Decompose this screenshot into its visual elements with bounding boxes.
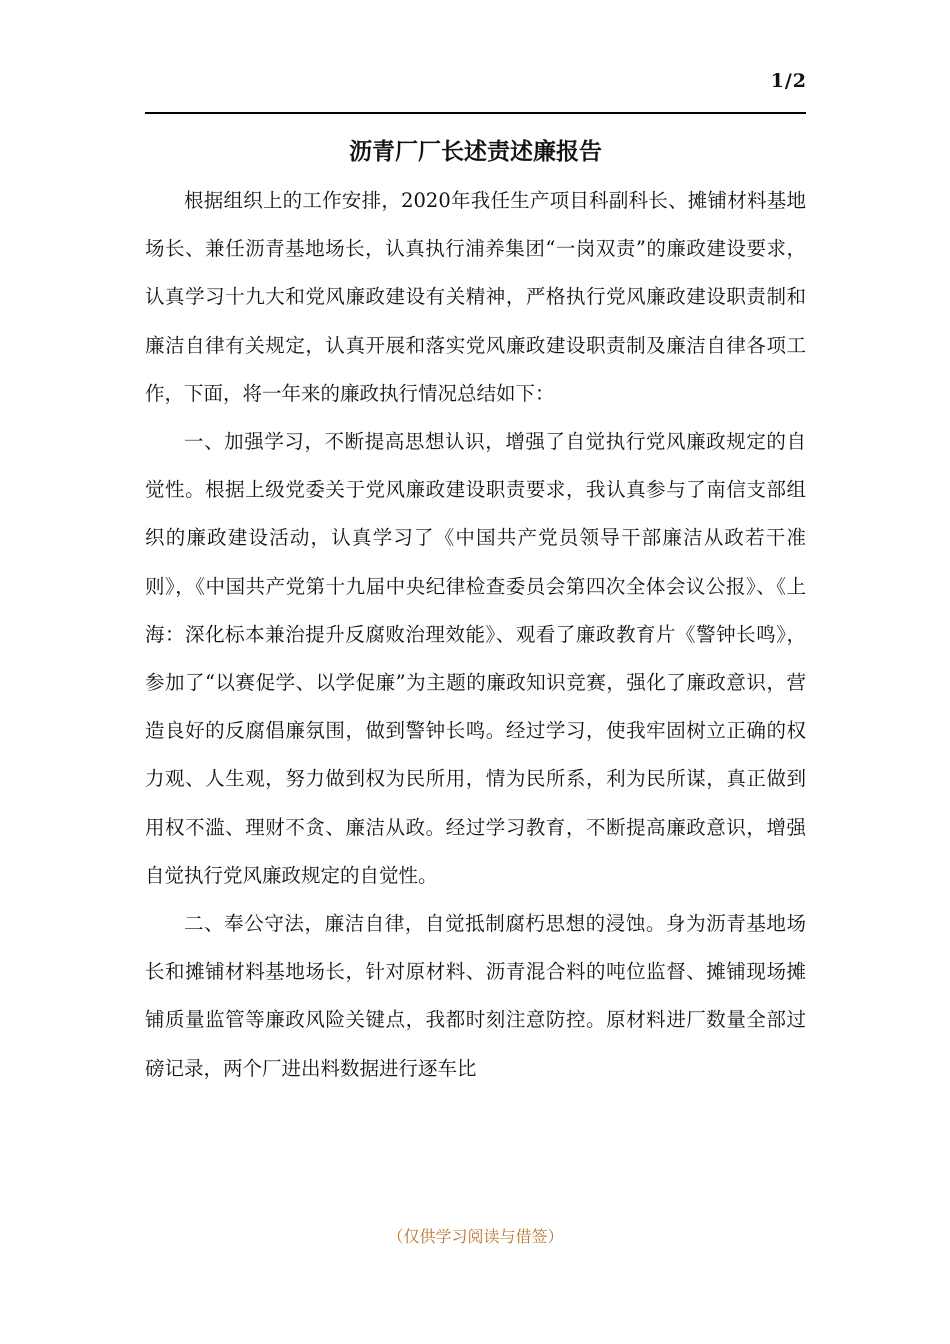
page-number: 1/2 xyxy=(770,70,807,92)
paragraph-section-two: 二、奉公守法，廉洁自律，自觉抵制腐朽思想的浸蚀。身为沥青基地场长和摊铺材料基地场长，针对原材料、沥青混合料的吨位监督、摊铺现场摊铺质量监管等廉政风险关键点，我都时刻注意防控。原材料进厂数量全部过磅记录，两个厂进出料数据进行逐车比 xyxy=(145,912,806,1080)
paragraph-intro: 根据组织上的工作安排，2020年我任生产项目科副科长、摊铺材料基地场长、兼任沥青基地场长，认真执行浦养集团“一岗双责”的廉政建设要求，认真学习十九大和党风廉政建设有关精神，严格执行党风廉政建设职责制和廉洁自律有关规定，认真开展和落实党风廉政建设职责制及廉洁自律各项工作，下面，将一年来的廉政执行情况总结如下： xyxy=(145,189,806,405)
paragraph-section-one: 一、加强学习，不断提高思想认识，增强了自觉执行党风廉政规定的自觉性。根据上级党委关于党风廉政建设职责要求，我认真参与了南信支部组织的廉政建设活动，认真学习了《中国共产党员领导干部廉洁从政若干准则》，《中国共产党第十九届中央纪律检查委员会第四次全体会议公报》、《上海：深化标本兼治提升反腐败治理效能》、观看了廉政教育片《警钟长鸣》，参加了“以赛促学、以学促廉”为主题的廉政知识竞赛，强化了廉政意识，营造良好的反腐倡廉氛围，做到警钟长鸣。经过学习，使我牢固树立正确的权力观、人生观，努力做到权为民所用，情为民所系，利为民所谋，真正做到用权不滥、理财不贪、廉洁从政。经过学习教育，不断提高廉政意识，增强自觉执行党风廉政规定的自觉性。 xyxy=(145,430,806,887)
header-divider xyxy=(145,112,806,114)
document-body xyxy=(145,177,806,1093)
document-title: 沥青厂厂长述责述廉报告 xyxy=(349,139,602,165)
footer-note: （仅供学习阅读与借签） xyxy=(387,1227,564,1246)
